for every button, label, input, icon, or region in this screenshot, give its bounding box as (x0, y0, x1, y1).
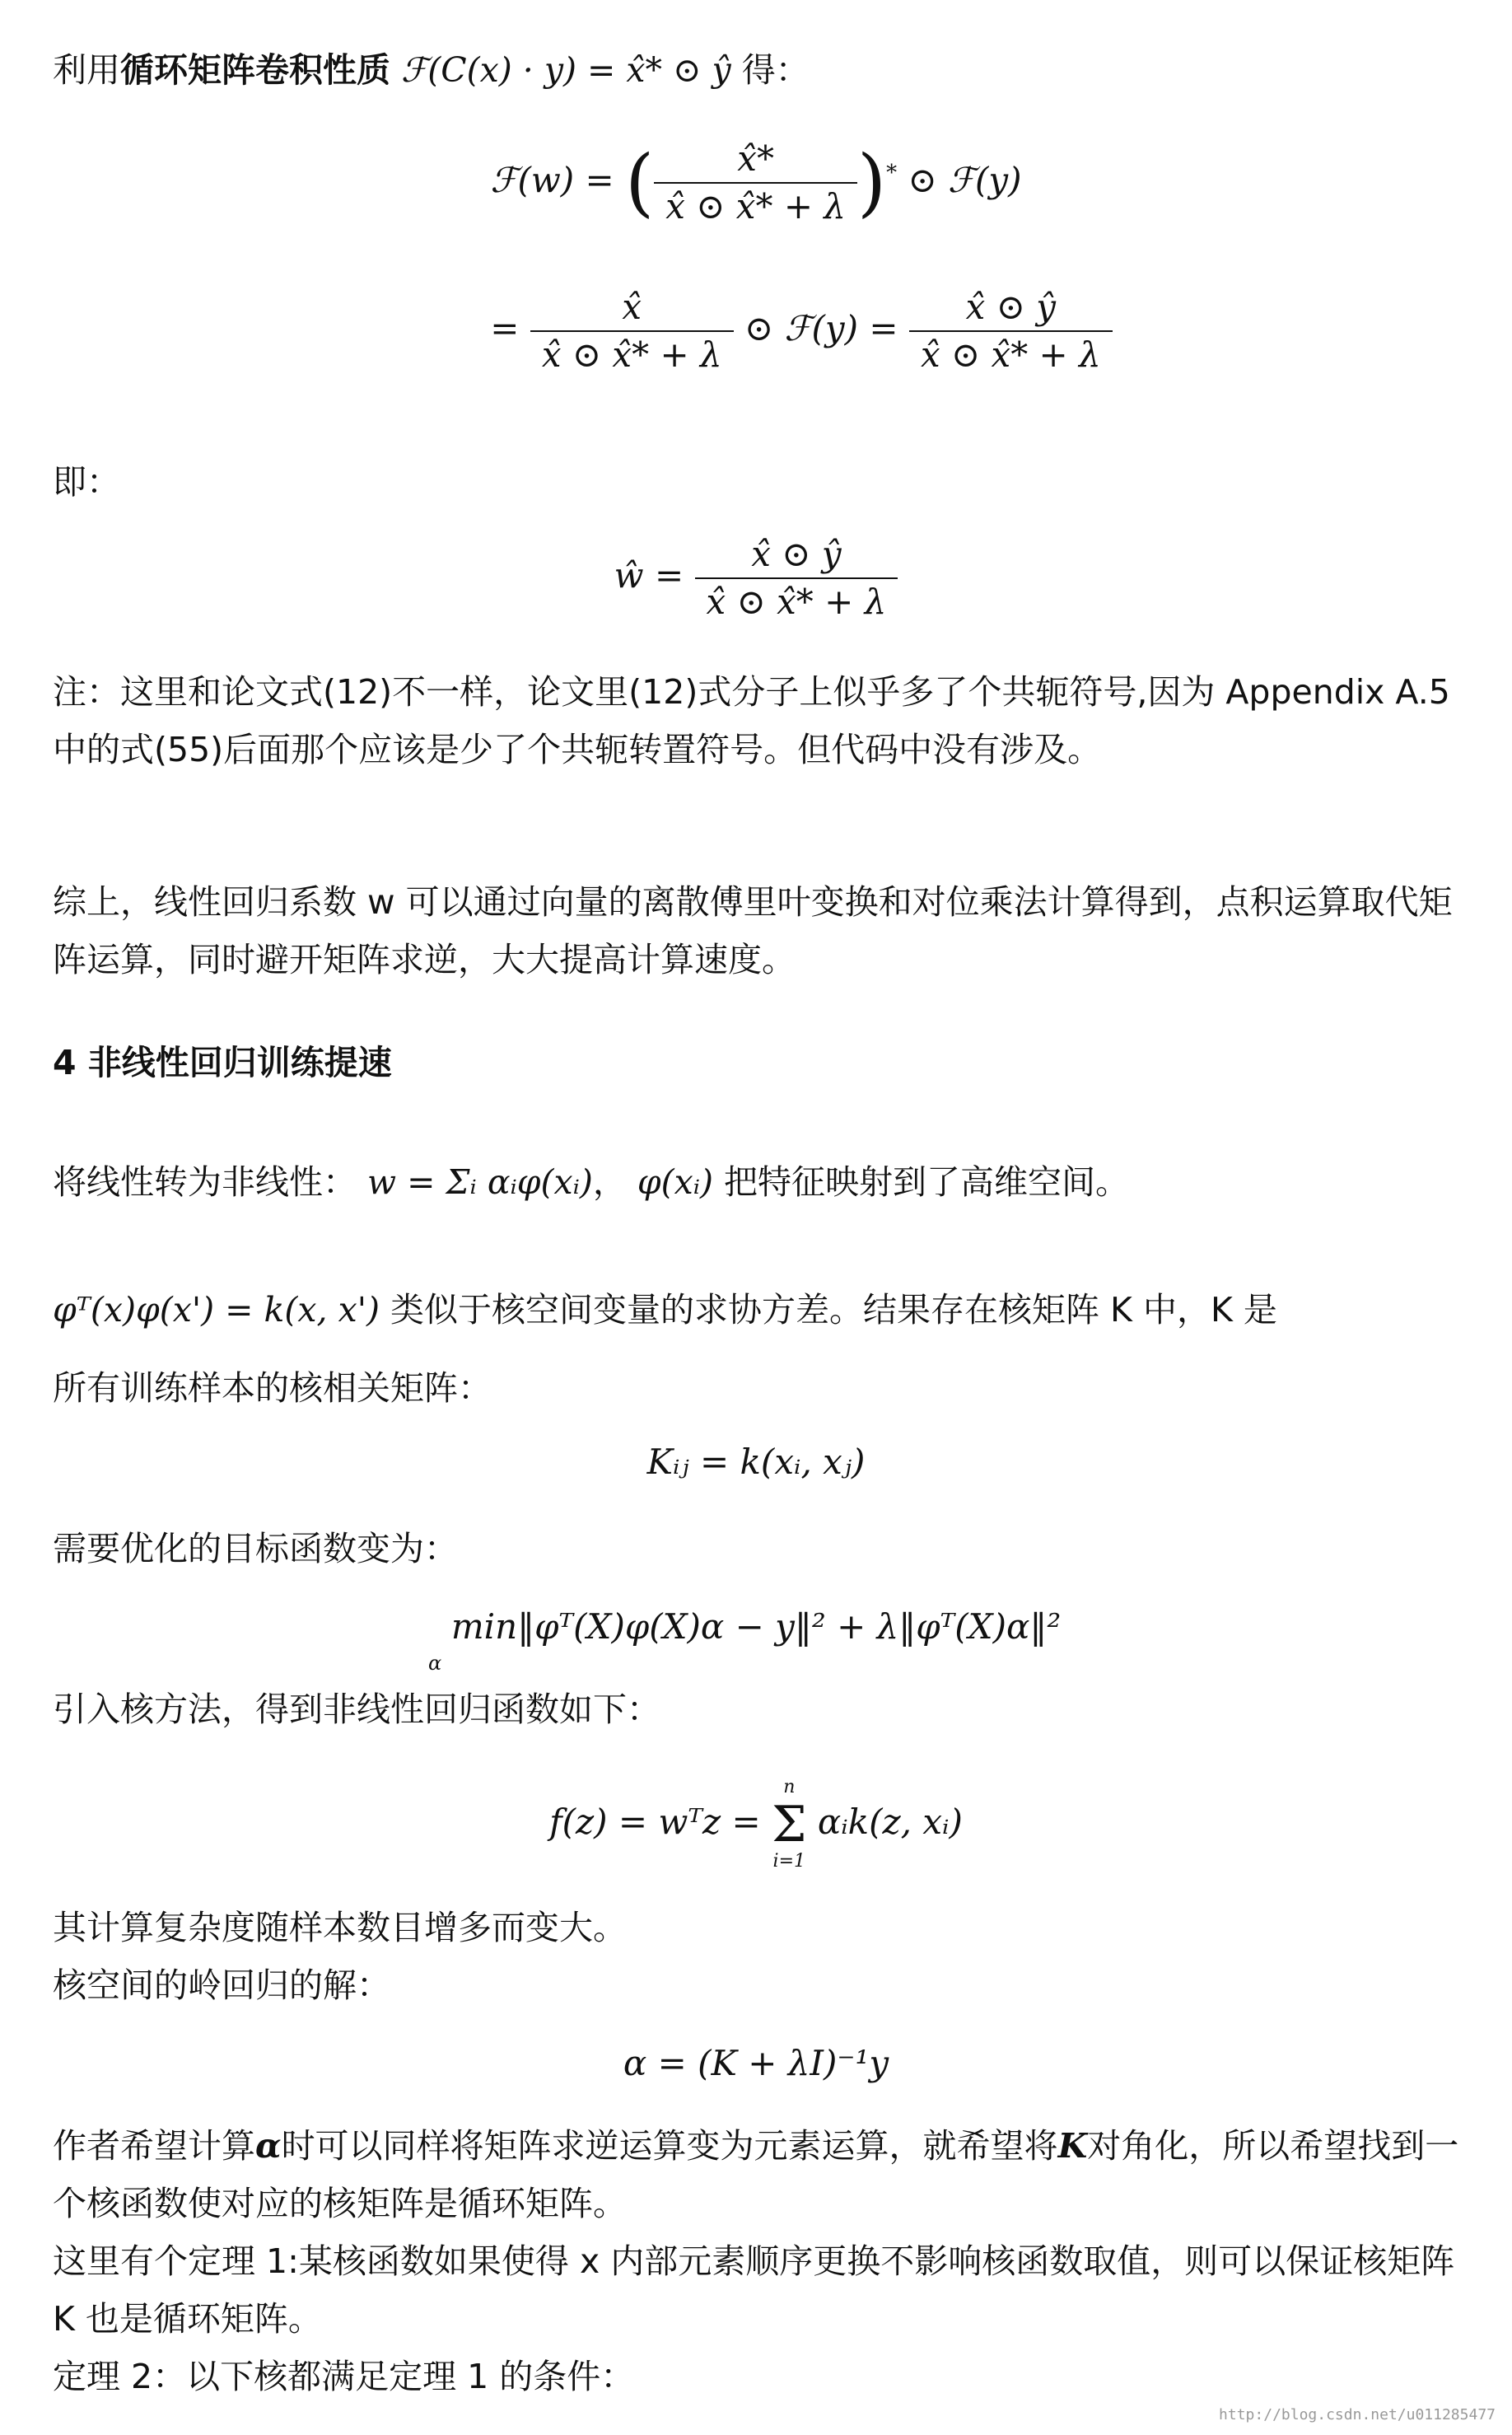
eq3-numerator: x̂ ⊙ ŷ (695, 531, 898, 579)
eq1-close-paren: ) (857, 139, 887, 226)
eq2-fraction-2 (909, 284, 1113, 378)
kernel-method-label: 引入核方法，得到非线性回归函数如下： (53, 1690, 660, 1729)
eq2-frac2-numerator: x̂ ⊙ ŷ (909, 284, 1113, 332)
hope-text-b: 时可以同样将矩阵求逆运算变为元素运算，就希望将 (281, 2126, 1058, 2166)
equation-w-hat (0, 531, 1512, 625)
equation-fz (0, 1775, 1512, 1874)
nonlinear-line (53, 1153, 1463, 1211)
eq3-fraction (695, 531, 898, 625)
fz-left: f(z) = wᵀz = (549, 1802, 761, 1842)
hope-K: K (1057, 2126, 1088, 2166)
kernel-text: 类似于核空间变量的求协方差。结果存在核矩阵 K 中，K 是 (390, 1290, 1277, 1330)
eq1-conj: * (886, 161, 898, 185)
nonlinear-comma: ， (592, 1162, 627, 1202)
eq1-fraction (654, 136, 857, 230)
eq1-left: ℱ(w) = (490, 160, 614, 200)
intro-line (53, 41, 1463, 99)
eq1-numerator: x̂* (654, 136, 857, 184)
min-formula: min‖φᵀ(X)φ(X)α − y‖² + λ‖φᵀ(X)α‖² (450, 1606, 1062, 1647)
equation-fw-expanded (0, 284, 1512, 378)
min-subscript: α (428, 1652, 442, 1675)
kernel-formula: φᵀ(x)φ(x') = k(x, x') (53, 1290, 380, 1330)
note-paragraph: 注：这里和论文式(12)不一样，论文里(12)式分子上似乎多了个共轭符号,因为 Appendix A.5 中的式(55)后面那个应该是少了个共轭转置符号。但代码中没有涉及。 (53, 672, 1450, 769)
complexity-line: 其计算复杂度随样本数目增多而变大。 (53, 1908, 627, 1947)
eq2-fraction-1 (530, 284, 734, 378)
intro-tail: 得： (741, 50, 810, 90)
nonlinear-phi: φ(xᵢ) (637, 1162, 713, 1202)
intro-text: 利用 (53, 50, 120, 90)
nonlinear-formula: w = Σᵢ αᵢφ(xᵢ) (367, 1162, 593, 1202)
equation-kij: Kᵢⱼ = k(xᵢ, xⱼ) (646, 1442, 866, 1482)
hope-paragraph (53, 2117, 1463, 2232)
fz-right: αᵢk(z, xᵢ) (817, 1802, 963, 1842)
hope-text-a: 作者希望计算 (53, 2126, 255, 2166)
eq1-denominator: x̂ ⊙ x̂* + λ (665, 186, 846, 227)
ji-label: 即： (53, 462, 120, 502)
eq1-right: ⊙ ℱ(y) (908, 160, 1022, 200)
eq3-left: ŵ = (614, 555, 684, 596)
nonlinear-text: 将线性转为非线性： (53, 1162, 357, 1202)
eq2-frac1-denominator: x̂ ⊙ x̂* + λ (541, 334, 722, 375)
nonlinear-tail: 把特征映射到了高维空间。 (724, 1162, 1130, 1202)
fz-sum-bottom: i=1 (772, 1851, 806, 1872)
equation-alpha: α = (K + λI)⁻¹y (623, 2043, 889, 2083)
eq2-equals: = (490, 308, 520, 348)
fz-sum (772, 1775, 806, 1874)
summary-paragraph: 综上，线性回归系数 w 可以通过向量的离散傅里叶变换和对位乘法计算得到，点积运算取代矩阵运算，同时避开矩阵求逆，大大提高计算速度。 (53, 882, 1453, 979)
kernel-line-2: 所有训练样本的核相关矩阵： (53, 1368, 492, 1408)
eq2-frac2-denominator: x̂ ⊙ x̂* + λ (920, 334, 1101, 375)
eq2-mid: ⊙ ℱ(y) = (744, 308, 898, 348)
fz-sigma: Σ (772, 1796, 807, 1853)
hope-text-c: 对角化，所以希望找到一个核函数使对应的核矩阵是循环矩阵。 (53, 2126, 1459, 2223)
eq1-open-paren: ( (625, 139, 655, 226)
intro-formula: ℱ(C(x) · y) = x̂* ⊙ ŷ (401, 50, 731, 90)
equation-min (0, 1602, 1512, 1675)
objective-label: 需要优化的目标函数变为： (53, 1529, 458, 1568)
kernel-line (53, 1281, 1463, 1339)
ridge-label: 核空间的岭回归的解： (53, 1965, 390, 2005)
equation-fw (0, 136, 1512, 230)
eq3-denominator: x̂ ⊙ x̂* + λ (706, 582, 887, 622)
theorem1-paragraph: 这里有个定理 1:某核函数如果使得 x 内部元素顺序更换不影响核函数取值，则可以保证核矩阵 K 也是循环矩阵。 (53, 2241, 1455, 2339)
intro-bold-term: 循环矩阵卷积性质 (120, 50, 390, 90)
eq2-frac1-numerator: x̂ (530, 284, 734, 332)
watermark: http://blog.csdn.net/u011285477 (1219, 2406, 1496, 2423)
fz-sum-top: n (783, 1777, 796, 1797)
hope-alpha: α (255, 2126, 282, 2166)
theorem2-line: 定理 2：以下核都满足定理 1 的条件： (53, 2357, 635, 2396)
section-heading: 4 非线性回归训练提速 (53, 1043, 392, 1082)
